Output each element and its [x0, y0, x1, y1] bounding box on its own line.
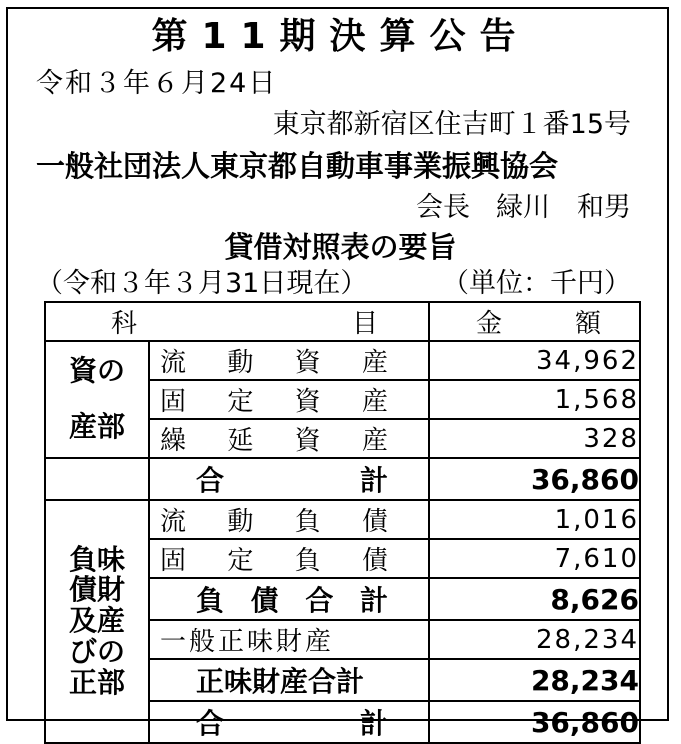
assets-total-row [45, 458, 640, 500]
signatory [416, 194, 631, 221]
row-amount: 7,610 [429, 539, 640, 578]
row-label: 合 計 [149, 701, 429, 743]
table-header-row [45, 302, 640, 341]
row-label: 正味財産合計 [149, 659, 429, 701]
liabilities-equity-group-label: 負味 債財 及産 びの 正部 [45, 500, 149, 743]
row-amount: 36,860 [429, 458, 640, 500]
row-label: 一般正味財産 [149, 620, 429, 659]
row-label: 固 定 資 産 [149, 380, 429, 419]
unit-label: （単位：千円） [442, 268, 631, 299]
row-label: 流 動 負 債 [149, 500, 429, 539]
row-label: 固 定 負 債 [149, 539, 429, 578]
row-label: 負 債 合 計 [149, 578, 429, 620]
organization-address: 東京都新宿区住吉町１番15号 [272, 109, 631, 140]
assets-group-label-cont [45, 458, 149, 500]
assets-group-label: 資の 産部 [45, 341, 149, 458]
row-label: 合 計 [149, 458, 429, 500]
balance-sheet-table [44, 301, 641, 744]
row-amount: 1,568 [429, 380, 640, 419]
row-amount: 34,962 [429, 341, 640, 380]
notice-title: 第11期決算公告 [151, 16, 530, 57]
signatory-role: 会長 [416, 192, 470, 223]
header-amount: 金 額 [429, 302, 640, 341]
header-item: 科 目 [45, 302, 429, 341]
row-amount: 1,016 [429, 500, 640, 539]
as-of-date: （令和３年３月31日現在） [36, 268, 368, 299]
row-amount: 36,860 [429, 701, 640, 743]
organization-name: 一般社団法人東京都自動車事業振興協会 [36, 149, 559, 183]
notice-date: 令和３年６月24日 [36, 68, 278, 99]
row-label: 流 動 資 産 [149, 341, 429, 380]
row-label: 繰 延 資 産 [149, 419, 429, 458]
statement-title: 貸借対照表の要旨 [224, 230, 457, 264]
row-amount: 328 [429, 419, 640, 458]
table-row [45, 500, 640, 539]
row-amount: 28,234 [429, 659, 640, 701]
signatory-name: 緑川 和男 [496, 192, 631, 223]
table-row [45, 341, 640, 380]
row-amount: 28,234 [429, 620, 640, 659]
row-amount: 8,626 [429, 578, 640, 620]
